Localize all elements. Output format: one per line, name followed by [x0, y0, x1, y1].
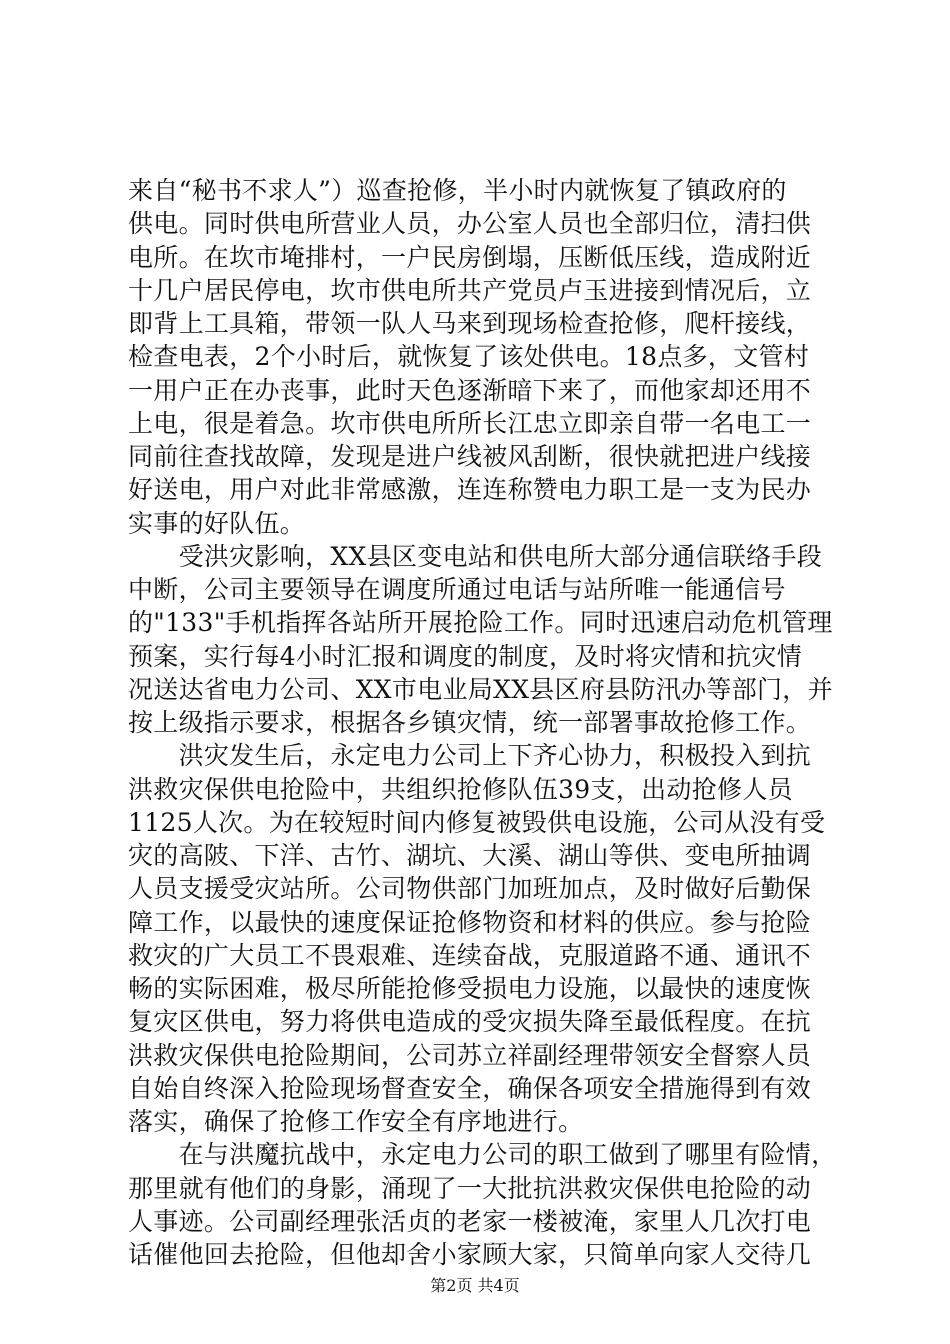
text-line: 在与洪魔抗战中，永定电力公司的职工做到了哪里有险情，	[128, 1140, 837, 1170]
text-line: 复灾区供电，努力将供电造成的受灾损失降至最低程度。在抗	[128, 1007, 812, 1037]
text-line: 按上级指示要求，根据各乡镇灾情，统一部署事故抢修工作。	[128, 708, 812, 737]
text-line: 受洪灾影响，XX县区变电站和供电所大部分通信联络手段	[128, 541, 822, 571]
text-line: 一用户正在办丧事，此时天色逐渐暗下来了，而他家却还用不	[128, 375, 812, 405]
text-line: 畅的实际困难，极尽所能抢修受损电力设施，以最快的速度恢	[128, 974, 812, 1003]
text-line: 落实，确保了抢修工作安全有序地进行。	[128, 1107, 584, 1136]
text-line: 话催他回去抢险，但他却舍小家顾大家，只简单向家人交待几	[128, 1240, 812, 1269]
text-line: 人员支援受灾站所。公司物供部门加班加点，及时做好后勤保	[128, 874, 812, 904]
text-line: 灾的高陂、下洋、古竹、湖坑、大溪、湖山等供、变电所抽调	[128, 841, 812, 870]
text-line: 洪救灾保供电抢险期间，公司苏立祥副经理带领安全督察人员	[128, 1040, 812, 1070]
text-line: 上电，很是着急。坎市供电所所长江忠立即亲自带一名电工一	[128, 408, 812, 438]
text-line: 障工作，以最快的速度保证抢修物资和材料的供应。参与抢险	[128, 907, 812, 937]
text-line: 来自“秘书不求人”）巡查抢修，半小时内就恢复了镇政府的	[128, 176, 787, 205]
text-line: 况送达省电力公司、XX市电业局XX县区府县防汛办等部门，并	[128, 674, 833, 704]
text-line: 人事迹。公司副经理张活贞的老家一楼被淹，家里人几次打电	[128, 1206, 812, 1236]
text-line: 即背上工具箱，带领一队人马来到现场检查抢修，爬杆接线，	[128, 309, 812, 338]
text-line: 那里就有他们的身影，涌现了一大批抗洪救灾保供电抢险的动	[128, 1173, 812, 1203]
text-line: 供电。同时供电所营业人员，办公室人员也全部归位，清扫供	[128, 209, 812, 239]
text-line: 自始自终深入抢险现场督查安全，确保各项安全措施得到有效	[128, 1073, 812, 1103]
text-line: 预案，实行每4小时汇报和调度的制度，及时将灾情和抗灾情	[128, 641, 803, 671]
text-line: 洪救灾保供电抢险中，共组织抢修队伍39支，出动抢修人员	[128, 774, 793, 804]
text-line: 1125人次。为在较短时间内修复被毁供电设施，公司从没有受	[128, 807, 826, 837]
text-line: 实事的好队伍。	[128, 508, 306, 538]
text-line: 检查电表，2个小时后，就恢复了该处供电。18点多，文管村	[128, 342, 810, 372]
text-line: 同前往查找故障，发现是进户线被风刮断，很快就把进户线接	[128, 442, 812, 471]
text-line: 洪灾发生后，永定电力公司上下齐心协力，积极投入到抗	[128, 741, 812, 771]
text-line: 的"133"手机指挥各站所开展抢险工作。同时迅速启动危机管理	[128, 608, 833, 638]
text-line: 十几户居民停电，坎市供电所共产党员卢玉进接到情况后，立	[128, 275, 812, 305]
text-line: 电所。在坎市埯排村，一户民房倒塌，压断低压线，造成附近	[128, 242, 812, 272]
text-line: 好送电，用户对此非常感激，连连称赞电力职工是一支为民办	[128, 475, 812, 505]
page-number-label: 第2页 共4页	[430, 1276, 520, 1295]
body-text	[128, 174, 837, 1271]
text-line: 中断，公司主要领导在调度所通过电话与站所唯一能通信号	[128, 575, 786, 604]
page-footer	[0, 1276, 950, 1296]
text-line: 救灾的广大员工不畏艰难、连续奋战，克服道路不通、通讯不	[128, 940, 812, 970]
